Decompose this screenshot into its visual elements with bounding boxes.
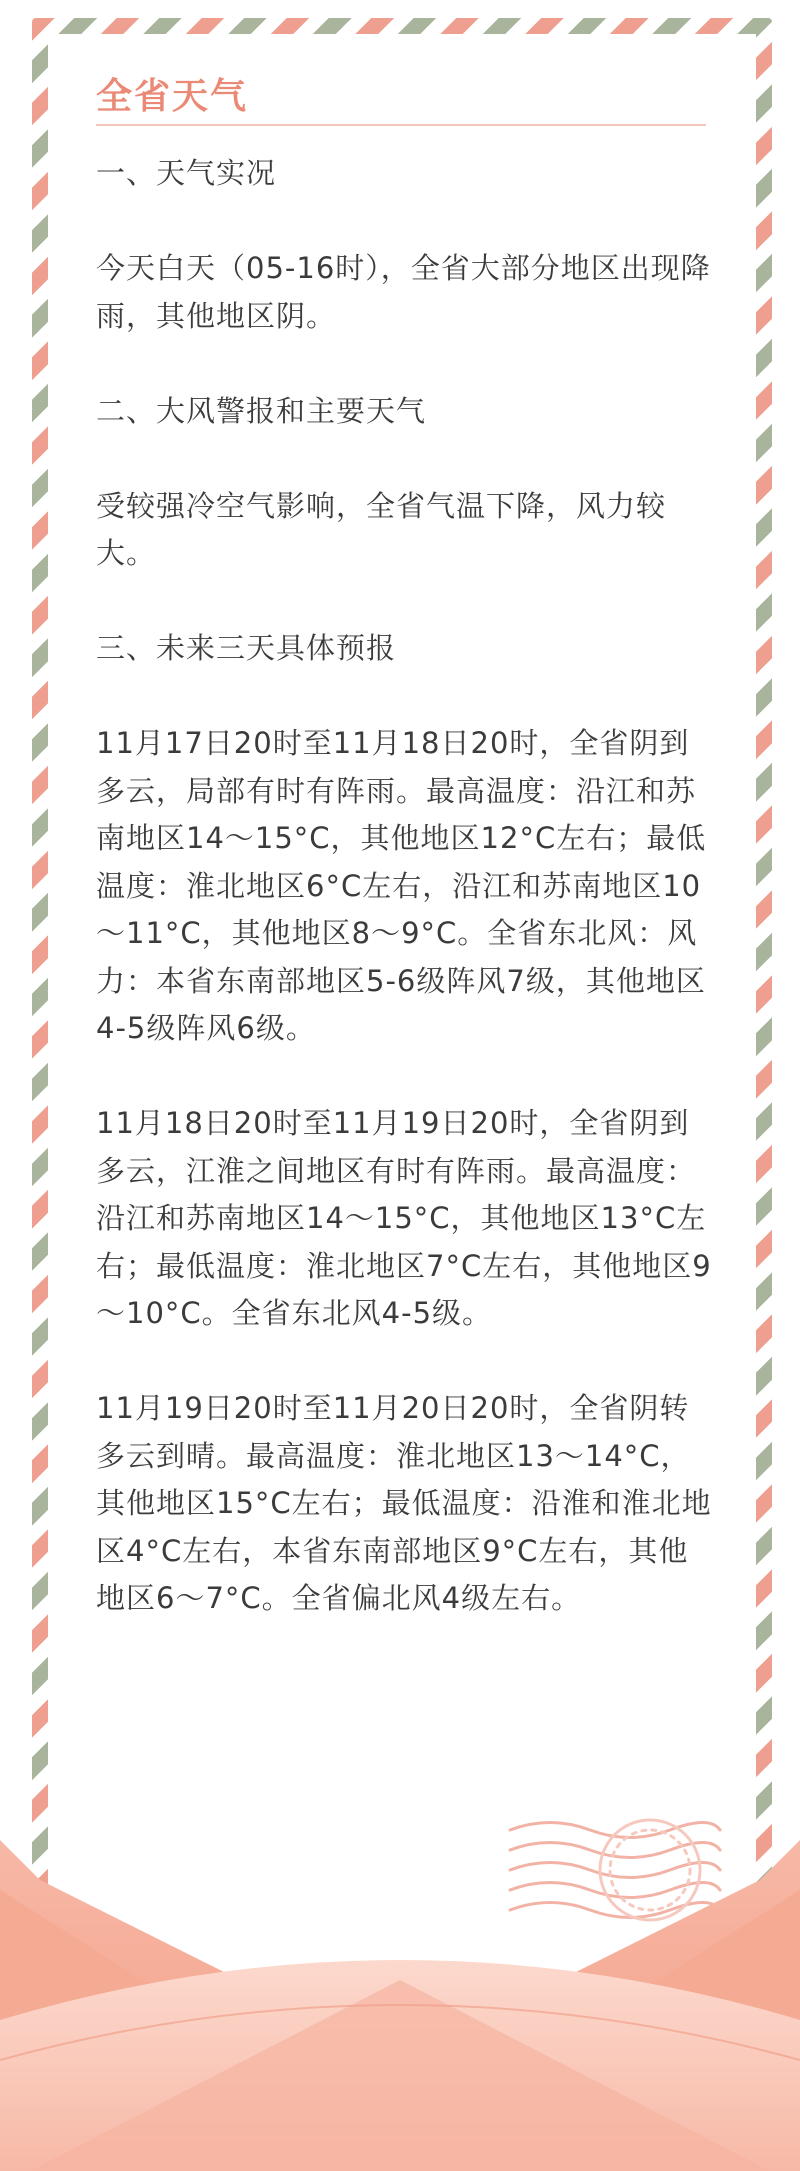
section-heading-forecast: 三、未来三天具体预报 (96, 631, 397, 665)
title-divider (96, 124, 706, 126)
article-body (96, 150, 716, 1670)
paragraph-warning: 受较强冷空气影响，全省气温下降，风力较大。 (96, 488, 667, 570)
page-title: 全省天气 (96, 76, 249, 117)
paragraph-forecast-day1: 11月17日20时至11月18日20时，全省阴到多云，局部有时有阵雨。最高温度：沿江和苏南地区14～15°C，其他地区12°C左右；最低温度：淮北地区6°C左右，沿江和苏南地区10～11°C，其他地区8～9°C。全省东北风：风力：本省东南部地区5-6级阵风7级，其他地区4-5级阵风6级。 (96, 726, 707, 1045)
paragraph-forecast-day2: 11月18日20时至11月19日20时，全省阴到多云，江淮之间地区有时有阵雨。最高温度：沿江和苏南地区14～15°C，其他地区13°C左右；最低温度：淮北地区7°C左右，其他地区9～10°C。全省东北风4-5级。 (96, 1106, 712, 1330)
section-heading-warning: 二、大风警报和主要天气 (96, 393, 427, 428)
section-heading-observed: 一、天气实况 (96, 156, 277, 190)
paragraph-observed: 今天白天（05-16时），全省大部分地区出现降雨，其他地区阴。 (96, 251, 711, 333)
envelope-icon (0, 1780, 800, 2171)
paragraph-forecast-day3: 11月19日20时至11月20日20时，全省阴转多云到晴。最高温度：淮北地区13～14°C，其他地区15°C左右；最低温度：沿淮和淮北地区4°C左右，本省东南部地区9°C左右，其他地区6～7°C。全省偏北风4级左右。 (96, 1391, 712, 1615)
